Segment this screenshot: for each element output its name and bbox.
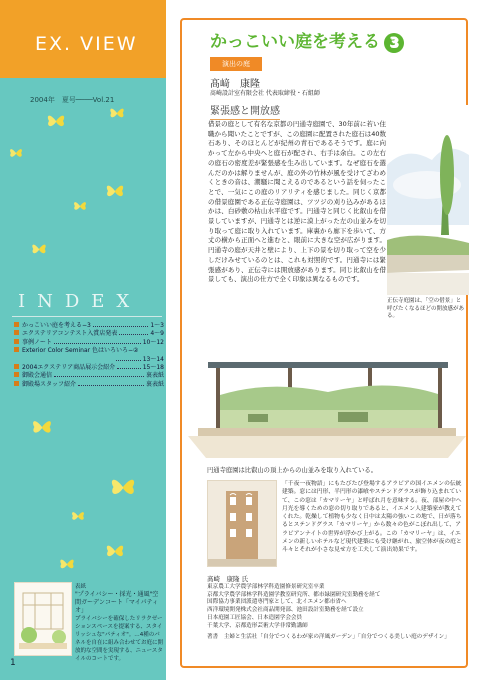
table-of-contents xyxy=(14,322,164,389)
magazine-title: EX. VIEW xyxy=(35,33,138,55)
section-tag: 演出の庭 xyxy=(210,57,262,71)
cover-label: 表紙 xyxy=(75,584,87,590)
main-illustration-caption: 円通寺庭園は比叡山の頂上からの山並みを取り入れている。 xyxy=(207,467,378,474)
profile-line: 西洋環境開発株式会社商品開発部、池田設計室勤務を経て設立 xyxy=(207,607,364,614)
sidebar xyxy=(0,0,166,680)
butterfly-icon xyxy=(70,508,86,524)
toc-item[interactable]: 事例ノート 10〜12 xyxy=(14,339,164,347)
bullet-icon xyxy=(14,339,19,344)
toc-item[interactable]: 2004エクステリア商品展示会紹介 15〜18 xyxy=(14,364,164,372)
butterfly-icon xyxy=(30,240,48,258)
series-number: 3 xyxy=(384,33,404,53)
profile-line: 国際協力事業団派遣専門家として、北イエメン都市省へ xyxy=(207,599,347,606)
butterfly-icon xyxy=(72,198,88,214)
article-heading: 緊張感と開放感 xyxy=(210,102,280,120)
bullet-icon xyxy=(14,347,19,352)
toc-item-continued: 13〜14 xyxy=(14,356,164,364)
garden-sky-illustration xyxy=(387,105,469,295)
bullet-icon xyxy=(14,322,19,327)
toc-item[interactable]: エクステリアコンテスト入賞店発表 4〜9 xyxy=(14,330,164,338)
butterfly-icon xyxy=(45,110,67,132)
author-profile xyxy=(207,576,457,641)
books-label: 著書 xyxy=(207,633,219,640)
series-title xyxy=(210,27,404,53)
bullet-icon xyxy=(14,372,19,377)
cover-illustration xyxy=(14,582,72,656)
yemen-building-photo xyxy=(207,480,277,567)
cover-title: "プライバシー・採光・通風"空間ガーデンコート「マイパティオ」 xyxy=(75,591,159,614)
cover-body: プライバシーを確保したリラクゼーションスペースを提案する、スタイリッシュな"パティオ"。…4種のパネルを自在に組み合わせてお庭に開放的な空間を実現する、ニュースタイルのコートです。 xyxy=(75,616,164,662)
butterfly-icon xyxy=(30,415,54,439)
bullet-icon xyxy=(14,330,19,335)
butterfly-icon xyxy=(104,180,126,202)
page-number: 1 xyxy=(10,658,16,668)
bullet-icon xyxy=(14,364,19,369)
brand-banner xyxy=(0,0,166,78)
books-list: 主婦と生活社「自分でつくるわが家の洋風ガーデン」「自分でつくる美しい庭のデザイン」 xyxy=(223,633,450,640)
right-illustration-caption: 正伝寺庭園は、「空の借景」と呼びたくなるほどの開放感がある。 xyxy=(387,298,465,319)
index-title: INDEX xyxy=(18,291,142,312)
profile-line: 千葉大学、京都造形芸術大学非常勤講師 xyxy=(207,622,308,629)
profile-books xyxy=(207,634,457,642)
author-affiliation: 髙崎設計室有限会社 代表取締役・石組師 xyxy=(210,90,320,97)
butterfly-icon xyxy=(104,540,126,562)
profile-line: 日本庭園工匠協会、日本造園学会会員 xyxy=(207,614,303,621)
index-divider xyxy=(12,316,162,317)
profile-name: 髙崎 康隆 氏 xyxy=(207,575,249,583)
butterfly-icon xyxy=(108,472,138,502)
temple-garden-illustration xyxy=(188,350,466,458)
profile-line: 京都大学農学部林学科造園学教室研究所、都市緑園研究室勤務を経て xyxy=(207,591,381,598)
toc-item[interactable]: 御殿会通信 裏表紙 xyxy=(14,372,164,380)
author-name: 髙﨑 康隆 xyxy=(210,79,260,90)
series-title-text: かっこいい庭を考える xyxy=(210,32,380,52)
toc-item[interactable]: 御殿場スタッフ紹介 裏表紙 xyxy=(14,381,164,389)
toc-item[interactable]: Exterior Color Seminar 色はいろいろ−② xyxy=(14,347,164,355)
bullet-icon xyxy=(14,381,19,386)
issue-line: 2004年 夏号────Vol.21 xyxy=(30,96,115,104)
cover-description xyxy=(75,583,163,663)
article-body: 借景の庭として有名な京都の円通寺庭園で、30年前に若い住職から聞いたことですが、この庭園に配置された庭石は40数石あり、そのほとんどが紀州の青石であるそうです。庭に向かって左から中央へと庭石が配され、右手は余白。この左右の庭石の密度差が緊張感を生み出しています。なぜ庭石を選んだのかは解りませんが、庭の外の竹林が風を受けてざわめくときの音は、潮騒に聞こえるのであるという話を伺ったことで、一気にこの庭のリアリティを感じました。同じく京都の借景庭園である正伝寺庭園は、ツツジの刈り込みがあるほかは、白砂敷の枯山水平庭です。円通寺と同じく比叡山を借景していますが、円通寺とは逆に漠上がった左の山並みを切り取って庭に取り入れています。庫裏から廊下を歩いて、方丈の横から正面へと進むと、眼前に大きな空が広がります。円通寺の庭が天井と壁により、上下の景を切り取って空を少しだけみせているのとは、これも対照的です。円通寺には緊張感があり、正伝寺には開放感があります。同じ比叡山を借景しても、演出の仕方で全く印象は異なるものです。 xyxy=(208,120,386,284)
butterfly-icon xyxy=(58,555,76,573)
article-panel xyxy=(180,18,468,668)
photo-description: 「千夜一夜物語」にもたびたび登場するアラビアの国イエメンの伝統建築。窓には円形、半円形の漆喰やステンドグラスが飾り込まれていて、この窓は「カマリーヤ」と呼ばれ月を意味する。夜、部屋の中へ月光を導くための窓の切り取りであると、イエメン人建築家が教えてくれた。乾燥して植物も少なく日中は太陽の強いこの地で、日が落ちるとステンドグラス「カマリーヤ」から数々の色がこぼれ出して、アラビアンナイトの世界が浮かび上がる。この「カマリーヤ」は、イエメンの新しいホテルなど現代建築にも受け継がれ、旅空体が夜の庭と斗々とそれが小さな見せ方を工夫して演出効果です。 xyxy=(282,481,462,554)
butterfly-icon xyxy=(8,145,24,161)
butterfly-icon xyxy=(108,104,126,122)
profile-line: 東京農工大学農学部林学科造園修景研究室卒業 xyxy=(207,583,325,590)
toc-item[interactable]: かっこいい庭を考える−3 1〜3 xyxy=(14,322,164,330)
